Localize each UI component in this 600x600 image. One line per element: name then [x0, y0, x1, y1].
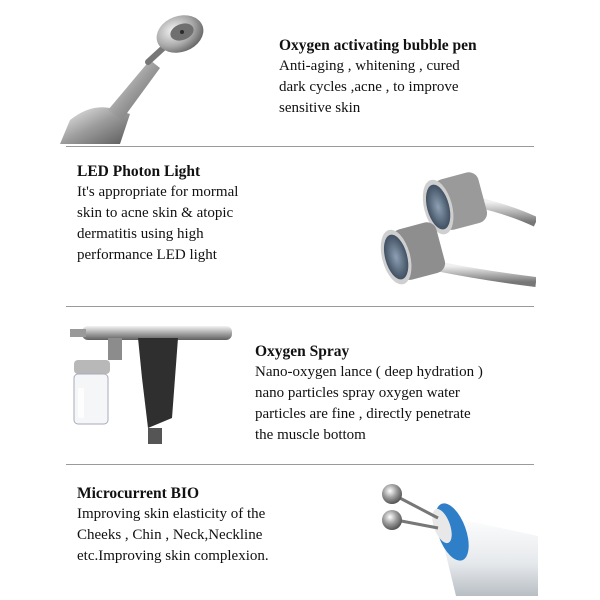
oxygen-spray-gun-icon — [68, 318, 238, 448]
oxygen-spray-description: Nano-oxygen lance ( deep hydration ) nano particles spray oxygen water particles are fine , directly penetrate the muscle bottom — [255, 364, 483, 443]
section-divider — [66, 306, 534, 307]
led-photon-description: It's appropriate for mormal skin to acne skin & atopic dermatitis using high performance LED light — [77, 184, 239, 263]
microcurrent-description: Improving skin elasticity of the Cheeks , Chin , Neck,Neckline etc.Improving skin complexion. — [77, 506, 269, 564]
led-photon-icon — [356, 170, 536, 300]
bubble-pen-description: Anti-aging , whitening , cured dark cycles ,acne , to improve sensitive skin — [279, 58, 460, 116]
section-divider — [66, 464, 534, 465]
microcurrent-roller-icon — [366, 476, 538, 596]
bubble-pen-title: Oxygen activating bubble pen — [279, 37, 477, 54]
led-photon-title: LED Photon Light — [77, 163, 201, 180]
bubble-pen-icon — [60, 8, 210, 144]
microcurrent-title: Microcurrent BIO — [77, 485, 200, 502]
oxygen-spray-title: Oxygen Spray — [255, 343, 350, 360]
section-divider — [66, 146, 534, 147]
